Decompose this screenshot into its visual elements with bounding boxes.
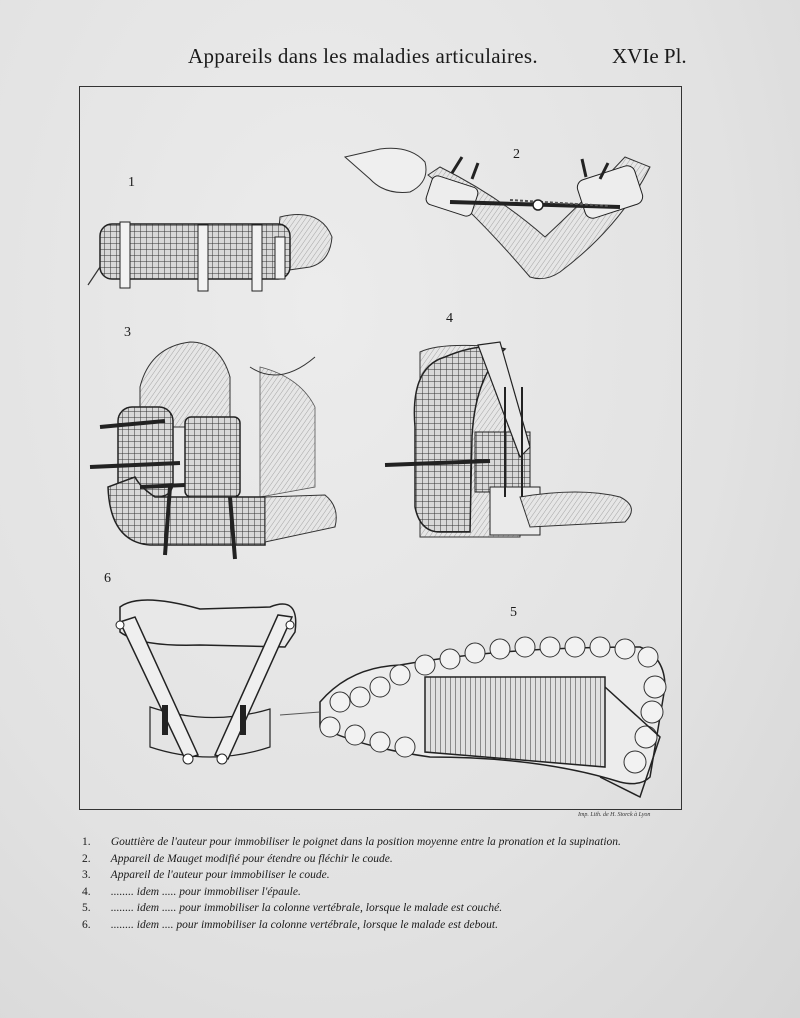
figure-3-elbow-immobilizer	[90, 342, 336, 559]
legend-number: 1.	[82, 836, 91, 848]
illustration-drawings	[80, 87, 681, 809]
figure-2-elbow-apparatus	[345, 148, 650, 278]
legend-text: Gouttière de l'auteur pour immobiliser le poignet dans la position moyenne entre la pronation et la supination.	[110, 836, 621, 848]
legend-text: Appareil de Mauget modifié pour étendre ou fléchir le coude.	[110, 852, 393, 865]
legend-number: 5.	[82, 902, 91, 914]
legend-number: 4.	[82, 885, 91, 898]
legend-text: ........ idem .... pour immobiliser la colonne vertébrale, lorsque le malade est debout.	[110, 918, 498, 931]
figure-5-lying-spinal-apparatus	[280, 637, 666, 797]
figure-4-label: 4	[446, 311, 453, 326]
plate-number: XVIe Pl.	[612, 44, 687, 68]
legend-item-2	[82, 851, 722, 868]
legend-text: ........ idem ..... pour immobiliser l'épaule.	[110, 885, 301, 898]
figure-4-shoulder-immobilizer	[385, 342, 631, 537]
legend-text: Appareil de l'auteur pour immobiliser le coude.	[110, 869, 330, 881]
figure-3-label: 3	[124, 325, 131, 340]
figure-5-label: 5	[510, 605, 517, 620]
figure-1-wrist-splint	[88, 215, 332, 292]
legend-item-6	[82, 917, 722, 934]
legend-item-3	[82, 867, 722, 884]
plate-header	[188, 44, 708, 78]
printer-credit: Imp. Lith. de H. Storck à Lyon	[578, 812, 651, 818]
figure-1-label: 1	[128, 175, 135, 190]
figure-2-label: 2	[513, 147, 520, 162]
legend-item-1	[82, 834, 722, 851]
figure-6-label: 6	[104, 571, 111, 586]
plate-legend	[82, 834, 722, 933]
plate-title: Appareils dans les maladies articulaires.	[188, 44, 538, 68]
illustration-frame	[79, 86, 682, 810]
legend-number: 3.	[82, 869, 91, 881]
legend-number: 6.	[82, 918, 91, 931]
legend-item-4	[82, 884, 722, 901]
legend-number: 2.	[82, 852, 91, 865]
legend-item-5	[82, 900, 722, 917]
legend-text: ........ idem ..... pour immobiliser la colonne vertébrale, lorsque le malade est couché.	[110, 902, 503, 914]
figure-6-standing-spinal-apparatus	[116, 600, 296, 764]
